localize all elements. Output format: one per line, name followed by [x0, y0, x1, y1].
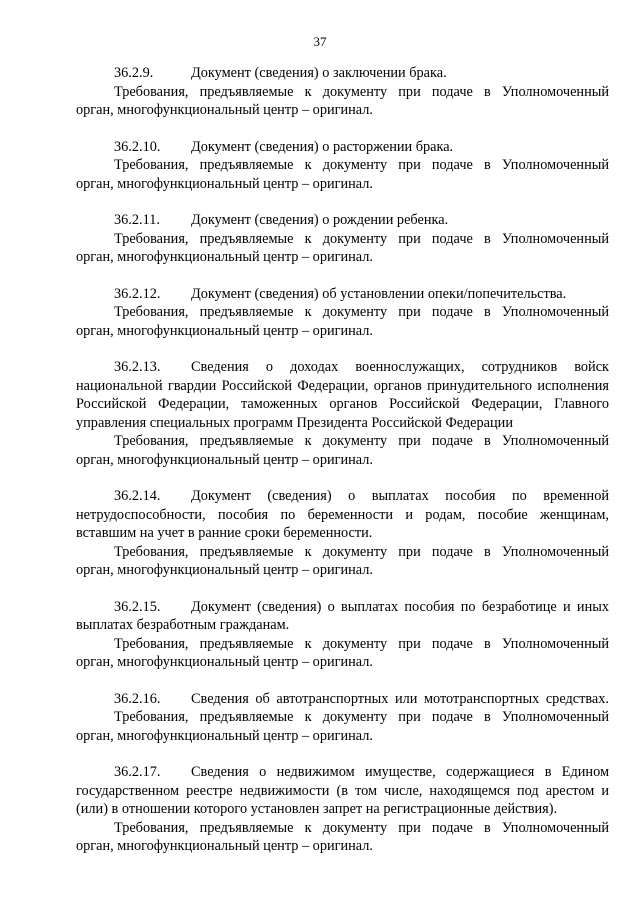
- requirement-line-1: Требования, предъявляемые к документу при подаче в Уполномоченный: [114, 83, 609, 100]
- item-text: Сведения о доходах военнослужащих, сотрудников войск национальной гвардии Российской Федерации, органов принудительного исполнения Российской Федерации, таможенных органов Российской Федерации, Главного управления специальных программ Президента Российской Федерации: [76, 359, 609, 431]
- item-requirement: [76, 432, 609, 469]
- item-requirement: [76, 543, 609, 580]
- item-number: 36.2.16.: [114, 690, 161, 707]
- item-requirement: [76, 230, 609, 267]
- item-number: 36.2.10.: [114, 138, 161, 155]
- item-requirement: [76, 303, 609, 340]
- item-heading: [76, 690, 609, 709]
- item-heading: [76, 358, 609, 432]
- requirement-line-1: Требования, предъявляемые к документу при подаче в Уполномоченный: [114, 157, 609, 173]
- requirement-line-2: орган, многофункциональный центр – оригинал.: [76, 175, 373, 192]
- requirement-line-2: орган, многофункциональный центр – оригинал.: [76, 102, 373, 118]
- item-text: Сведения об автотранспортных или мототранспортных средствах.: [191, 690, 609, 707]
- item-text: Документ (сведения) о выплатах пособия по безработице и иных выплатах безработным гражданам.: [76, 598, 609, 633]
- requirement-line-2: орган, многофункциональный центр – оригинал.: [76, 451, 373, 468]
- list-item: [76, 690, 609, 746]
- item-text: Сведения о недвижимом имуществе, содержащиеся в Едином государственном реестре недвижимости (в том числе, находящемся под арестом и (или) в отношении которого установлен запрет на регистрационные действия).: [76, 764, 609, 817]
- item-number: 36.2.13.: [114, 359, 161, 375]
- page-number: 37: [313, 34, 327, 49]
- item-heading: [76, 211, 609, 230]
- list-item: [76, 138, 609, 194]
- requirement-line-2: орган, многофункциональный центр – оригинал.: [76, 654, 373, 670]
- requirement-line-2: орган, многофункциональный центр – оригинал.: [76, 249, 373, 265]
- requirement-line-2: орган, многофункциональный центр – оригинал.: [76, 322, 373, 339]
- item-number: 36.2.12.: [114, 285, 161, 302]
- requirement-line-2: орган, многофункциональный центр – оригинал.: [76, 838, 373, 854]
- requirement-line-1: Требования, предъявляемые к документу при подаче в Уполномоченный: [114, 543, 609, 560]
- item-number: 36.2.9.: [114, 65, 154, 81]
- list-item: [76, 211, 609, 267]
- requirement-line-1: Требования, предъявляемые к документу при подаче в Уполномоченный: [114, 819, 609, 836]
- item-number: 36.2.17.: [114, 764, 161, 780]
- list-item: [76, 64, 609, 120]
- item-heading: [76, 64, 609, 83]
- item-heading: [76, 763, 609, 819]
- list-item: [76, 285, 609, 341]
- item-requirement: [76, 708, 609, 745]
- list-item: [76, 598, 609, 672]
- item-requirement: [76, 635, 609, 672]
- item-number: 36.2.11.: [114, 212, 160, 228]
- item-heading: [76, 285, 609, 304]
- list-item: [76, 763, 609, 856]
- list-item: [76, 358, 609, 469]
- item-heading: [76, 138, 609, 157]
- requirement-line-1: Требования, предъявляемые к документу при подаче в Уполномоченный: [114, 230, 609, 247]
- item-heading: [76, 598, 609, 635]
- document-body: [76, 64, 609, 874]
- requirement-line-1: Требования, предъявляемые к документу при подаче в Уполномоченный: [114, 433, 609, 449]
- item-number: 36.2.14.: [114, 488, 161, 504]
- requirement-line-2: орган, многофункциональный центр – оригинал.: [76, 562, 373, 578]
- item-text: Документ (сведения) о заключении брака.: [191, 65, 447, 81]
- list-item: [76, 487, 609, 580]
- item-requirement: [76, 83, 609, 120]
- item-heading: [76, 487, 609, 543]
- item-requirement: [76, 156, 609, 193]
- item-text: Документ (сведения) о выплатах пособия по временной нетрудоспособности, пособия по беременности и родам, пособие женщинам, вставшим на учет в ранние сроки беременности.: [76, 488, 609, 541]
- requirement-line-1: Требования, предъявляемые к документу при подаче в Уполномоченный: [114, 709, 609, 725]
- item-requirement: [76, 819, 609, 856]
- item-number: 36.2.15.: [114, 598, 161, 615]
- requirement-line-1: Требования, предъявляемые к документу при подаче в Уполномоченный: [114, 304, 609, 320]
- requirement-line-1: Требования, предъявляемые к документу при подаче в Уполномоченный: [114, 635, 609, 652]
- requirement-line-2: орган, многофункциональный центр – оригинал.: [76, 727, 373, 744]
- item-text: Документ (сведения) об установлении опеки/попечительства.: [191, 285, 567, 302]
- item-text: Документ (сведения) о расторжении брака.: [191, 138, 454, 155]
- item-text: Документ (сведения) о рождении ребенка.: [191, 212, 449, 228]
